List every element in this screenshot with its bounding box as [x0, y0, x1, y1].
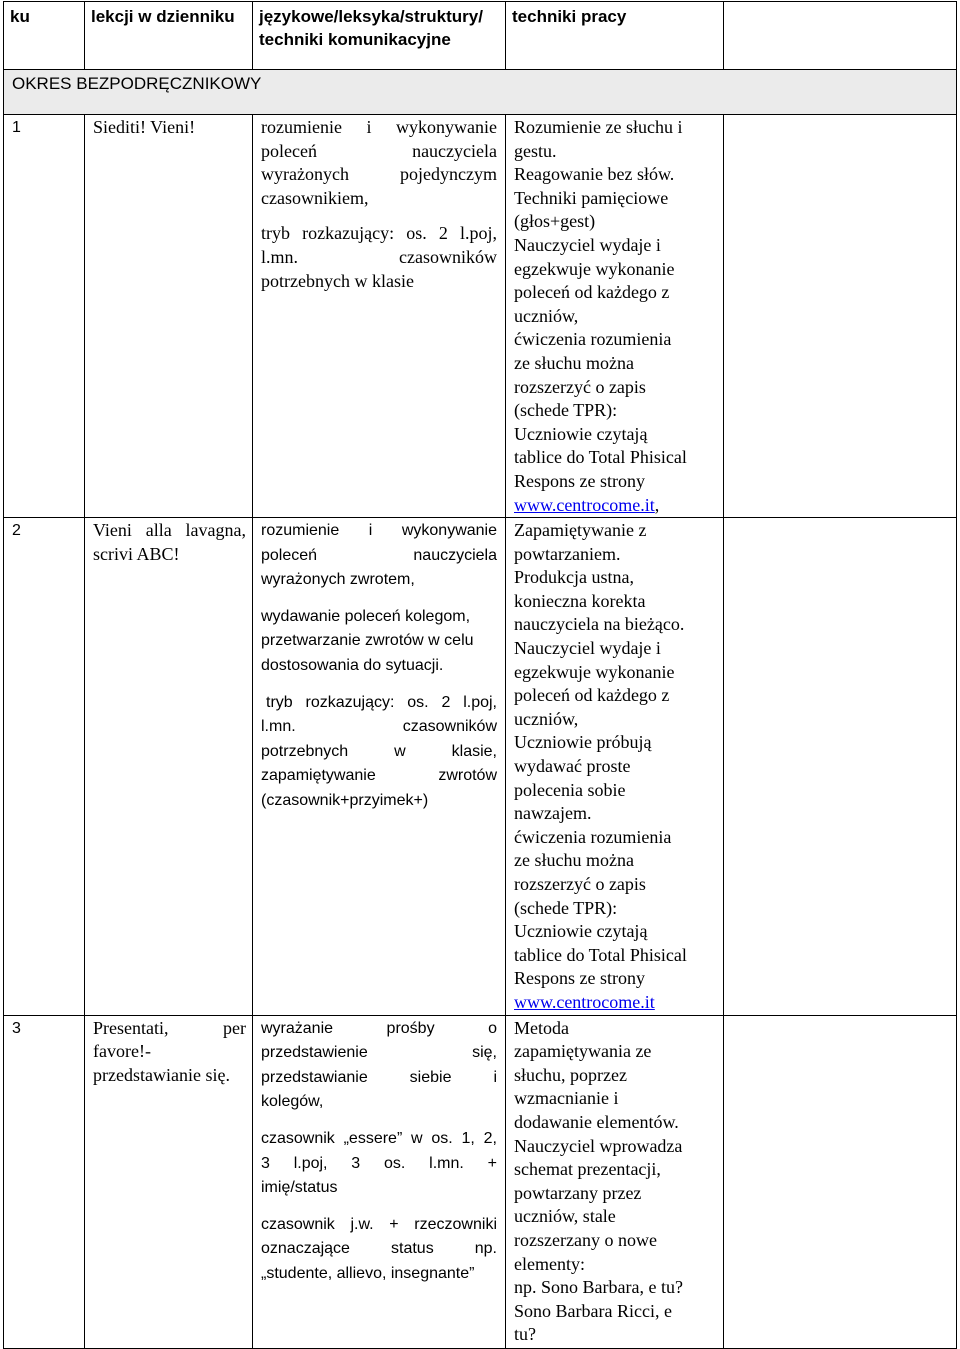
- header-col-number: ku: [4, 2, 85, 70]
- language-content: rozumienie i wykonywanie poleceń nauczyciela wyrażonych zwrotem, wydawanie poleceń kolegom, przetwarzanie zwrotów w celu dostosowania do sytuacji. tryb rozkazujący: os. 2 l.poj, l.mn. czasowników potrzebnych w klasie, zapamiętywanie zwrotów (czasownik+przyimek+): [253, 518, 506, 1015]
- header-row: [4, 2, 957, 70]
- header-col-empty: [724, 2, 957, 70]
- lesson-title: Siediti! Vieni!: [85, 115, 253, 518]
- empty-cell: [724, 518, 957, 1015]
- lesson-title: Presentati, per favore!- przedstawianie się.: [85, 1015, 253, 1348]
- work-techniques: Rozumienie ze słuchu i gestu. Reagowanie bez słów. Techniki pamięciowe (głos+gest) Nauczyciel wydaje i egzekwuje wykonanie poleceń od każdego z uczniów, ćwiczenia rozumienia ze słuchu można rozszerzyć o zapis (schede TPR): Uczniowie czytają tablice do Total Phisical Respons ze strony www.centrocome.it,: [506, 115, 724, 518]
- language-content: wyrażanie prośby o przedstawienie się, przedstawianie siebie i kolegów, czasownik „essere” w os. 1, 2, 3 l.poj, 3 os. l.mn. + imię/status czasownik j.w. + rzeczowniki oznaczające status np. „studente, allievo, insegnante”: [253, 1015, 506, 1348]
- lesson-number: 3: [4, 1015, 85, 1348]
- header-col-techniques: techniki pracy: [506, 2, 724, 70]
- language-content: rozumienie i wykonywanie poleceń nauczyciela wyrażonych pojedynczym czasownikiem, tryb rozkazujący: os. 2 l.poj, l.mn. czasowników potrzebnych w klasie: [253, 115, 506, 518]
- lesson-row-1: [4, 115, 957, 518]
- period-row: [4, 70, 957, 115]
- lesson-title: Vieni alla lavagna, scrivi ABC!: [85, 518, 253, 1015]
- lesson-row-2: [4, 518, 957, 1015]
- centrocome-link[interactable]: www.centrocome.it: [514, 494, 655, 515]
- header-col-lesson: lekcji w dzienniku: [85, 2, 253, 70]
- work-techniques: Zapamiętywanie z powtarzaniem. Produkcja ustna, konieczna korekta nauczyciela na bieżąco. Nauczyciel wydaje i egzekwuje wykonanie poleceń od każdego z uczniów, Uczniowie próbują wydawać proste polecenia sobie nawzajem. ćwiczenia rozumienia ze słuchu można rozszerzyć o zapis (schede TPR): Uczniowie czytają tablice do Total Phisical Respons ze strony www.centrocome.it: [506, 518, 724, 1015]
- centrocome-link[interactable]: www.centrocome.it: [514, 991, 655, 1012]
- lesson-row-3: [4, 1015, 957, 1348]
- period-label: OKRES BEZPODRĘCZNIKOWY: [4, 70, 957, 115]
- work-techniques: Metoda zapamiętywania ze słuchu, poprzez wzmacnianie i dodawanie elementów. Nauczyciel wprowadza schemat prezentacji, powtarzany przez uczniów, stale rozszerzany o nowe elementy: np. Sono Barbara, e tu? Sono Barbara Ricci, e tu?: [506, 1015, 724, 1348]
- empty-cell: [724, 115, 957, 518]
- header-col-language: językowe/leksyka/struktury/ techniki komunikacyjne: [253, 2, 506, 70]
- lesson-number: 1: [4, 115, 85, 518]
- empty-cell: [724, 1015, 957, 1348]
- lesson-number: 2: [4, 518, 85, 1015]
- lesson-plan-table: [3, 1, 957, 1349]
